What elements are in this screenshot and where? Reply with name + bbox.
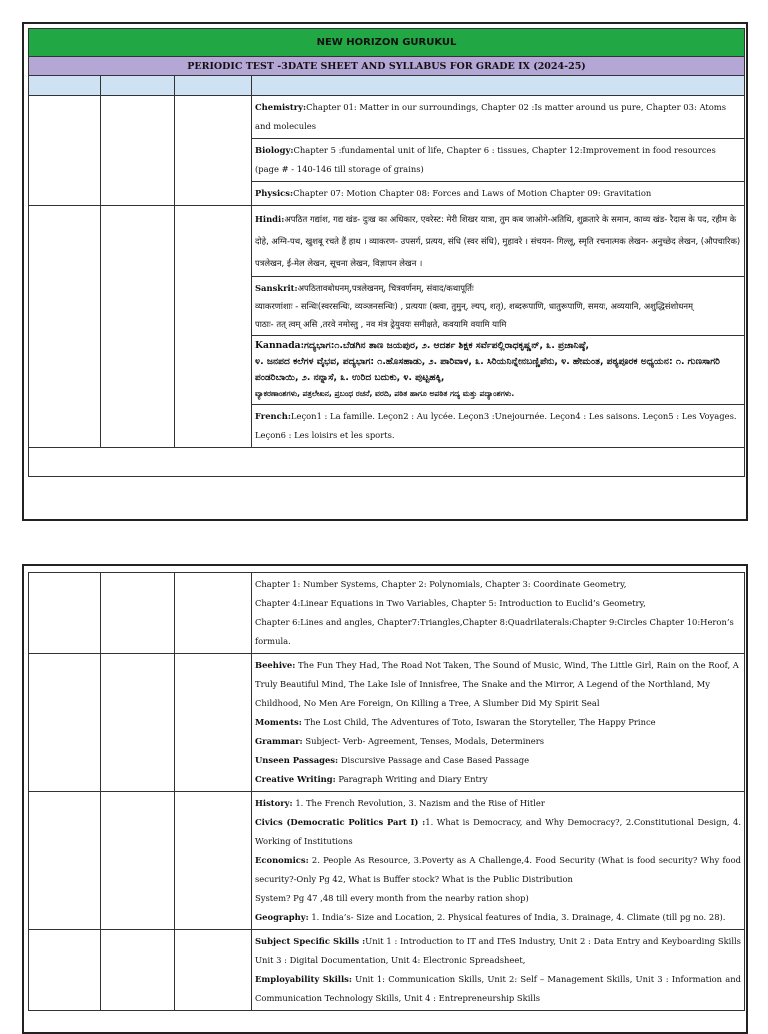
- beehive-label: Beehive:: [255, 660, 296, 670]
- biology-label: Biology:: [255, 145, 294, 155]
- physics-label: Physics:: [255, 188, 294, 198]
- date-cell: [29, 792, 101, 930]
- history-text: 1. The French Revolution, 3. Nazism and the Rise of Hitler: [295, 798, 545, 808]
- kannada-grammar: ವ್ಯಾಕರಣಾಂಶಗಳು, ಪತ್ರಲೇಖನ, ಪ್ರಬಂಧ ರಚನೆ, ವರದಿ, ಪಠಿತ ಹಾಗೂ ಅಪಠಿತ ಗದ್ಯ ಮತ್ತು ಪದ್ಯಾಂಶಗಳು.: [255, 389, 515, 398]
- subject-cell: [175, 206, 252, 448]
- day-cell: [101, 206, 175, 448]
- date-cell: [29, 96, 101, 206]
- maths-syllabus: [252, 573, 745, 654]
- table-row: [29, 573, 745, 654]
- history-label: History:: [255, 798, 293, 808]
- syllabus-cell: [252, 96, 745, 206]
- table-row: [29, 448, 745, 477]
- geography-text: 1. India’s- Size and Location, 2. Physical features of India, 3. Drainage, 4. Climate (till pg no. 28).: [311, 912, 726, 922]
- french-text: Leçon1 : La famille. Leçon2 : Au lycée. Leçon3 :Unejournée. Leçon4 : Les saisons. Leçon5 : Les Voyages. Leçon6 : Les loisirs et les sports.: [255, 411, 737, 440]
- creative-label: Creative Writing:: [255, 774, 336, 784]
- moments-label: Moments:: [255, 717, 302, 727]
- civics-label: Civics (Democratic Politics Part I) :: [255, 817, 426, 827]
- it-syllabus: [252, 930, 745, 1011]
- empty-cell: [29, 448, 745, 477]
- day-cell: [101, 573, 175, 654]
- grammar-label: Grammar:: [255, 736, 303, 746]
- hindi-label: Hindi:: [255, 214, 285, 224]
- employability-label: Employability Skills:: [255, 974, 352, 984]
- kannada-prose: ಗದ್ಯಭಾಗ:೧.ಬೆಡಗಿನ ತಾಣ ಜಯಪುರ, ೨. ಆದರ್ಶ ಶಿಕ್ಷಕ ಸರ್ವೆಪಲ್ಲಿರಾಧಕೃಷ್ಣನ್, ೩. ಪ್ರಜಾನಿಷ್ಠೆ,: [304, 340, 589, 351]
- page-1: [22, 22, 748, 521]
- date-cell: [29, 206, 101, 448]
- table-row: [29, 792, 745, 930]
- maths-line: Chapter 4:Linear Equations in Two Variables, Chapter 5: Introduction to Euclid’s Geometry,: [255, 598, 646, 608]
- hindi-text: अपठित गद्यांश, गद्य खंड- दुःख का अधिकार, एवरेस्ट: मेरी शिखर यात्रा, तुम कब जाओगे-अतिथि, शुक्रतारे के समान, काव्य खंड- रैदास के पद, रहीम के दोहे, अग्नि-पथ, खुशबू रचते हैं हाथ । व्याकरण- उपसर्ग, प्रत्यय, संधि (स्वर संधि), मुहावरे । संचयन- गिल्लू, स्मृति रचनात्मक लेखन- अनुच्छेद लेखन, (औपचारिक) पत्रलेखन, ई-मेल लेखन, सूचना लेखन, विज्ञापन लेखन ।: [255, 214, 741, 268]
- day-cell: [101, 930, 175, 1011]
- geography-label: Geography:: [255, 912, 309, 922]
- subject-skills-label: Subject Specific Skills :: [255, 936, 366, 946]
- header-cell: [29, 76, 101, 96]
- syllabus-cell: [252, 206, 745, 448]
- moments-text: The Lost Child, The Adventures of Toto, Iswaran the Storyteller, The Happy Prince: [304, 717, 656, 727]
- sanskrit-lessons: पाठाः- तत् त्वम् असि ,तरवे नमोस्तु , नव मंत्र ढ्रेयुवयः समीक्षते, कवयामि वयामि यामि: [255, 319, 507, 329]
- table-row: [29, 206, 745, 448]
- economics-text-continued: System? Pg 47 ,48 till every month from the nearby ration shop): [255, 893, 529, 903]
- grammar-text: Subject- Verb- Agreement, Tenses, Modals, Determiners: [305, 736, 545, 746]
- subject-cell: [175, 930, 252, 1011]
- subject-cell: [175, 573, 252, 654]
- table-row: [29, 96, 745, 206]
- date-cell: [29, 654, 101, 792]
- physics-syllabus: [252, 182, 744, 205]
- kannada-label: Kannada:: [255, 340, 305, 351]
- header-row: [29, 76, 745, 96]
- chemistry-text: Chapter 01: Matter in our surroundings, Chapter 02 :Is matter around us pure, Chapter 03: Atoms and molecules: [255, 102, 726, 131]
- school-name: NEW HORIZON GURUKUL: [29, 29, 745, 57]
- biology-text: Chapter 5 :fundamental unit of life, Chapter 6 : tissues, Chapter 12:Improvement in food resources (page # - 140-146 till storage of grains): [255, 145, 716, 174]
- french-syllabus: [252, 405, 744, 447]
- sanskrit-syllabus: [252, 277, 744, 336]
- economics-label: Economics:: [255, 855, 309, 865]
- table-row: [29, 930, 745, 1011]
- physics-text: Chapter 07: Motion Chapter 08: Forces and Laws of Motion Chapter 09: Gravitation: [293, 188, 652, 198]
- unseen-text: Discursive Passage and Case Based Passage: [340, 755, 530, 765]
- header-cell: [101, 76, 175, 96]
- header-cell: [175, 76, 252, 96]
- english-syllabus: [252, 654, 745, 792]
- subject-cell: [175, 96, 252, 206]
- sheet-title: PERIODIC TEST -3DATE SHEET AND SYLLABUS FOR GRADE IX (2024-25): [29, 57, 745, 76]
- beehive-text: The Fun They Had, The Road Not Taken, The Sound of Music, Wind, The Little Girl, Rain on the Roof, A Truly Beautiful Mind, The Lake Isle of Innisfree, The Snake and the Mirror, A Legend of the Northland, My Childhood, No Men Are Foreign, On Killing a Tree, A Slumber Did My Spirit Seal: [255, 660, 739, 708]
- day-cell: [101, 792, 175, 930]
- header-cell: [252, 76, 745, 96]
- maths-line: Chapter 1: Number Systems, Chapter 2: Polynomials, Chapter 3: Coordinate Geometry,: [255, 579, 627, 589]
- biology-syllabus: [252, 139, 744, 182]
- table-row: [29, 654, 745, 792]
- subject-cell: [175, 654, 252, 792]
- day-cell: [101, 96, 175, 206]
- day-cell: [101, 654, 175, 792]
- datesheet-table-1: [28, 28, 745, 477]
- date-cell: [29, 930, 101, 1011]
- subject-cell: [175, 792, 252, 930]
- hindi-syllabus: [252, 206, 744, 277]
- date-cell: [29, 573, 101, 654]
- economics-text: 2. People As Resource, 3.Poverty as A Challenge,4. Food Security (What is food security? Why food security?-Only Pg 42, What is Buffer stock? What is the Public Distribution: [255, 855, 741, 884]
- civics-text: 1. What is Democracy, and Why Democracy?, 2.Constitutional Design, 4. Working of Institutions: [255, 817, 742, 846]
- unseen-label: Unseen Passages:: [255, 755, 339, 765]
- kannada-syllabus: [252, 336, 744, 405]
- kannada-poetry: ೪. ಜನಪದ ಕಲೆಗಳ ವೈಭವ, ಪದ್ಯಭಾಗ: ೧.ಹೊಸಹಾಡು, ೨. ಪಾರಿವಾಳ, ೩. ಸಿರಿಯನಿನ್ನೇನಬಣ್ಣಿಪೆನು, ೪. ಹೇಮಂತ, ಪಠ್ಯಪೂರಕ ಅಧ್ಯಯನ: ೧. ಗುಣಸಾಗರಿ ಪಂಡರಿಬಾಯಿ, ೨. ನನ್ನಾಸೆ, ೩. ಉರಿದ ಬದುಕು, ೪. ಪುಟ್ಟಹಕ್ಕಿ,: [255, 356, 721, 383]
- french-label: French:: [255, 411, 291, 421]
- sanskrit-grammar: व्याकरणांशाः - सन्धिः(स्वरसन्धिः, व्यञ्जनसन्धिः) , प्रत्ययाः (क्त्वा, तुमुन्, ल्यप्, शतृ), शब्दरूपाणि, धातुरूपाणि, समयः, अव्ययानि, अशुद्धिसंशोधनम्: [255, 301, 694, 311]
- datesheet-table-2: [28, 572, 745, 1011]
- page-2: [22, 564, 748, 1034]
- sanskrit-label: Sanskrit:: [255, 283, 298, 293]
- subject-skills-text: Unit 1 : Introduction to IT and ITeS Industry, Unit 2 : Data Entry and Keyboarding Skills Unit 3 : Digital Documentation, Unit 4: Electronic Spreadsheet,: [255, 936, 741, 965]
- chemistry-label: Chemistry:: [255, 102, 307, 112]
- employability-text: Unit 1: Communication Skills, Unit 2: Self – Management Skills, Unit 3 : Information and Communication Technology Skills, Unit 4 : Entrepreneurship Skills: [255, 974, 741, 1003]
- social-syllabus: [252, 792, 745, 930]
- creative-text: Paragraph Writing and Diary Entry: [338, 774, 488, 784]
- chemistry-syllabus: [252, 96, 744, 139]
- sanskrit-text: अपठितावबोधनम्,पत्रलेखनम्, चित्रवर्णनम्, संवाद/कथापूर्तिः: [297, 283, 474, 293]
- maths-line: Chapter 6:Lines and angles, Chapter7:Triangles,Chapter 8:Quadrilaterals:Chapter 9:Circles Chapter 10:Heron’s formula.: [255, 617, 734, 646]
